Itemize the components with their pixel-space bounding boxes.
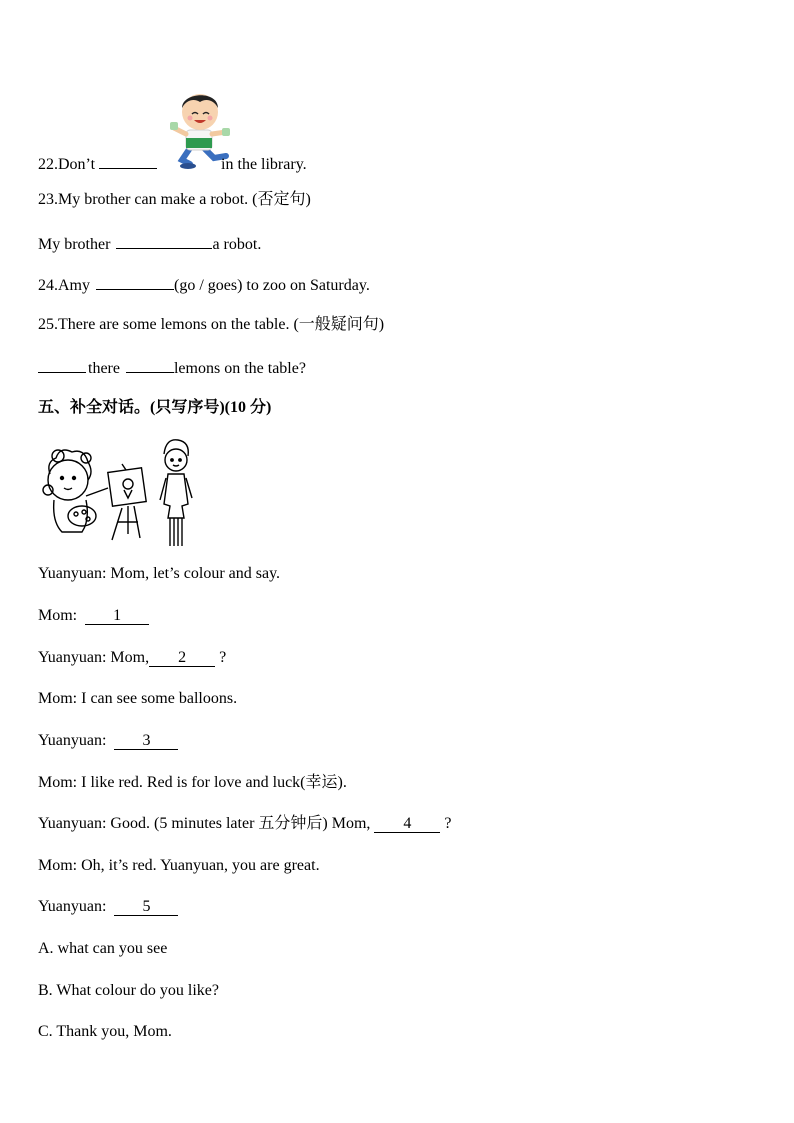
question-25-rewrite [38, 356, 306, 379]
option-a: A. what can you see [38, 940, 168, 957]
q23-rewrite-post: a robot. [212, 236, 262, 253]
answer-blank-5[interactable]: 5 [114, 899, 178, 916]
q23-rewrite-pre: My brother [38, 236, 111, 253]
speaker-yuanyuan: Yuanyuan: [38, 898, 107, 915]
dialogue-line-5 [38, 731, 178, 751]
section-5-title: 五、补全对话。(只写序号)(10 分) [38, 399, 272, 416]
q22-text-pre: 22.Don’t [38, 156, 96, 173]
option-b: B. What colour do you like? [38, 982, 219, 999]
answer-blank-1[interactable]: 1 [85, 608, 149, 625]
dialogue-line-3-text: Yuanyuan: Mom, [38, 649, 150, 666]
dialogue-line-3 [38, 648, 226, 668]
q23-blank[interactable] [116, 232, 212, 249]
dialogue-line-9 [38, 897, 178, 917]
dialogue-line-7 [38, 814, 452, 834]
question-24 [38, 273, 370, 296]
girl-painting-and-mom-image [38, 434, 198, 550]
answer-blank-3[interactable]: 3 [114, 733, 178, 750]
q23-text: 23.My brother can make a robot. (否定句) [38, 191, 311, 208]
answer-blank-2[interactable]: 2 [149, 650, 215, 667]
speaker-yuanyuan: Yuanyuan: [38, 732, 107, 749]
dialogue-line-7-text: Yuanyuan: Good. (5 minutes later 五分钟后) Mom, [38, 815, 371, 832]
dialogue-line-2 [38, 606, 149, 626]
question-23-rewrite [38, 232, 261, 255]
answer-blank-4[interactable]: 4 [374, 816, 440, 833]
dialogue-line-4: Mom: I can see some balloons. [38, 690, 238, 707]
q24-blank[interactable] [96, 273, 174, 290]
speaker-mom: Mom: [38, 607, 78, 624]
question-mark: ? [444, 815, 452, 832]
question-mark: ? [219, 649, 227, 666]
q25-text: 25.There are some lemons on the table. (一般疑问句) [38, 316, 385, 333]
q24-text-pre: 24.Amy [38, 277, 90, 294]
q22-text-post: in the library. [221, 156, 307, 173]
q25-part2: lemons on the table? [173, 360, 306, 377]
q25-blank-2[interactable] [126, 356, 174, 373]
question-25 [38, 315, 384, 335]
q25-part1: there [88, 360, 120, 377]
q24-text-post: (go / goes) to zoo on Saturday. [174, 277, 370, 294]
option-c: C. Thank you, Mom. [38, 1023, 172, 1040]
q22-blank[interactable] [99, 152, 157, 169]
question-23 [38, 190, 311, 210]
dialogue-line-1: Yuanyuan: Mom, let’s colour and say. [38, 565, 281, 582]
dialogue-line-6: Mom: I like red. Red is for love and luck(幸运). [38, 774, 347, 791]
question-22 [38, 152, 307, 175]
dialogue-line-8: Mom: Oh, it’s red. Yuanyuan, you are great. [38, 857, 320, 874]
q25-blank-1[interactable] [38, 356, 86, 373]
